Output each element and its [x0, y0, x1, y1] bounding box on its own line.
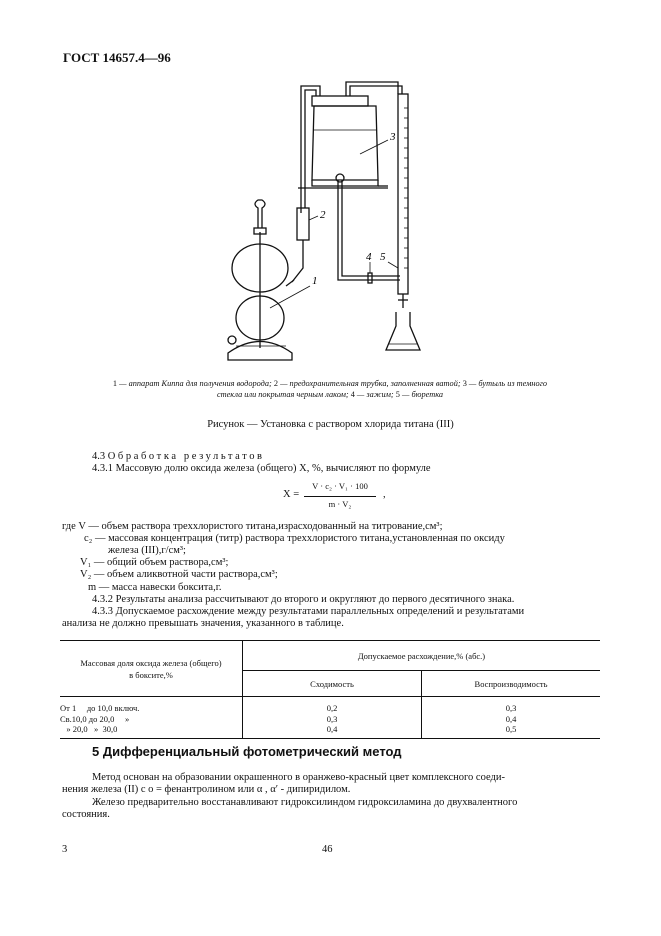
- bottle-stopper: [312, 96, 368, 106]
- apparatus-drawing: [200, 68, 450, 368]
- top-tube: [346, 82, 398, 96]
- where-line-4: V₁ — общий объем раствора,см³;: [80, 557, 229, 568]
- dark-bottle: [312, 106, 378, 180]
- figure-labels: [270, 131, 398, 308]
- paragraph-4-3-3b: анализа не должно превышать значения, указанного в таблице.: [62, 618, 344, 629]
- safety-tube: [297, 208, 309, 240]
- page-number-left: 3: [62, 844, 68, 855]
- connecting-tube: [301, 86, 320, 213]
- figure-legend: [40, 378, 620, 400]
- where-line-5: V₂ — объем аликвотной части раствора,см³;: [80, 569, 278, 580]
- formula: X = V · c₂ · V₁ · 100 m · V₂ ,: [283, 481, 386, 509]
- paragraph-5-2a: Железо предварительно восстанавливают гидроксилиндом гидроксиламина до двухвалентного: [92, 797, 518, 808]
- where-line-1: где V — объем раствора треххлористого титана,израсходованный на титрование,см³;: [62, 521, 443, 532]
- legend-line-2: стекла или покрытая черным лаком; 4 — зажим; 5 — бюретка: [216, 390, 444, 399]
- figure-caption: Рисунок — Установка с раствором хлорида титана (III): [207, 419, 454, 430]
- label-4: 4: [366, 251, 372, 263]
- label-3: 3: [390, 131, 396, 143]
- paragraph-4-3-3a: 4.3.3 Допускаемое расхождение между результатами параллельных определений и результатами: [92, 606, 525, 617]
- legend-line-1: 1 — аппарат Киппа для получения водорода; 2 — предохранительная трубка, заполненная ватой; 3 — бутыль из темного: [112, 379, 548, 388]
- table-header-reproducibility: Воспроизводимость: [474, 678, 548, 689]
- label-1: 1: [312, 275, 318, 287]
- tolerance-table: [60, 640, 600, 739]
- label-2: 2: [320, 209, 326, 221]
- where-line-6: m — масса навески боксита,г.: [88, 582, 222, 593]
- page-number-center: 46: [322, 844, 333, 855]
- label-5: 5: [380, 251, 386, 263]
- table-header-range: Массовая доля оксида железа (общего) в боксите,%: [60, 641, 243, 697]
- paragraph-4-3-2: 4.3.2 Результаты анализа рассчитывают до второго и округляют до первого десятичного знака.: [92, 594, 515, 605]
- table-header-repeatability: Сходимость: [243, 671, 422, 697]
- document-header: ГОСТ 14657.4—96: [63, 50, 171, 65]
- apparatus-figure: [200, 68, 450, 368]
- clamp: [368, 273, 372, 283]
- paragraph-4-3-1: 4.3.1 Массовую долю оксида железа (общего) X, %, вычисляют по формуле: [92, 463, 431, 474]
- paragraph-5-1b: нения железа (II) с o = фенантролином или α , α′ - дипиридилом.: [62, 784, 351, 795]
- table-row: Св.10,0 до 20,0 » 0,3 0,4: [60, 713, 517, 724]
- paragraph-5-1a: Метод основан на образовании окрашенного в оранжево-красный цвет комплексного соеди-: [92, 772, 505, 783]
- where-line-3: железа (III),г/см³;: [108, 545, 186, 556]
- burette: [398, 94, 408, 294]
- section-4-3-heading: 4.3 Обработка результатов: [92, 451, 265, 462]
- where-line-2: c₂ — массовая концентрация (титр) раствора треххлористого титана,установленная по оксиду: [84, 533, 505, 544]
- section-5-heading: 5 Дифференциальный фотометрический метод: [92, 744, 402, 759]
- table-row: » 20,0 » 30,0 0,4 0,5: [60, 724, 600, 738]
- table-row: От 1 до 10,0 включ. 0,2 0,3: [60, 697, 600, 714]
- paragraph-5-2b: состояния.: [62, 809, 110, 820]
- table-header-group: Допускаемое расхождение,% (абс.): [357, 650, 486, 661]
